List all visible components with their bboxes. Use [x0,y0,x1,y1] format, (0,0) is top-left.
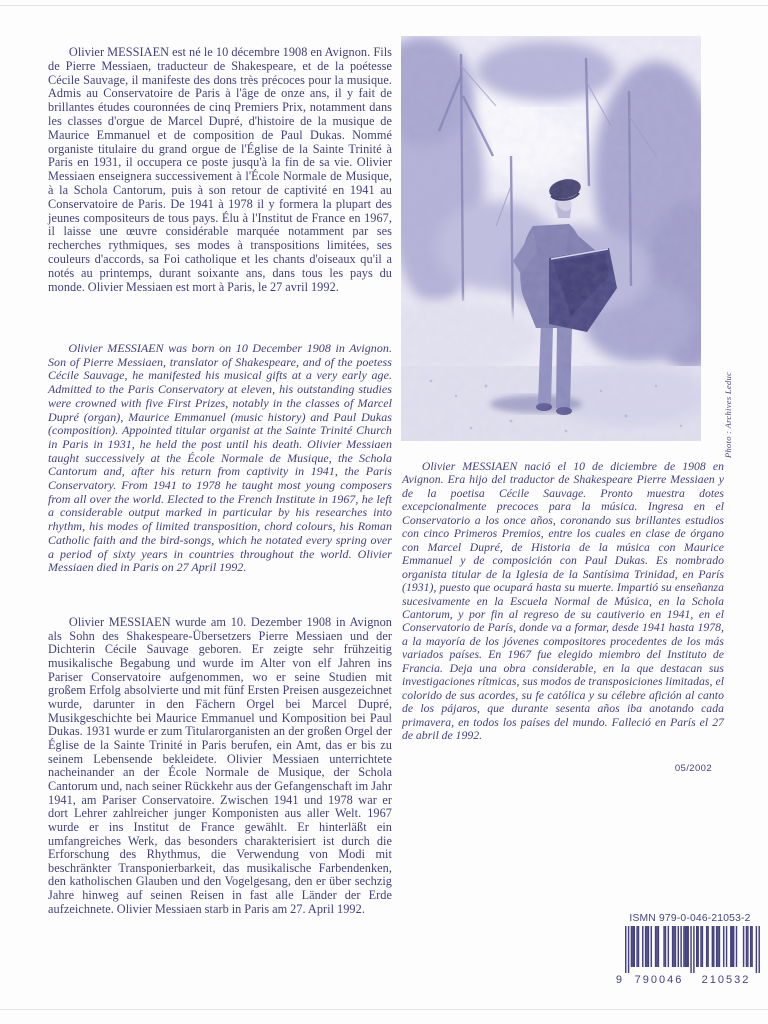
ean-barcode [615,925,765,985]
photo-illustration [401,36,701,441]
bio-paragraph-german: Olivier MESSIAEN wurde am 10. Dezember 1908 in Avignon als Sohn des Shakespeare-Übersetzers Pierre Messiaen und der Dichterin Cécile Sauvage geboren. Er zeigte sehr frühzeitig musikalische Begabung und wurde im Alter von elf Jahren ins Pariser Conservatoire aufgenommen, wo er seine Studien mit großem Erfolg absolvierte und mit fünf Ersten Preisen ausgezeichnet wurde, darunter in den Fächern Orgel bei Marcel Dupré, Musikgeschichte bei Maurice Emmanuel und Komposition bei Paul Dukas. 1931 wurde er zum Titularorganisten an der großen Orgel der Église de la Sainte Trinité in Paris berufen, ein Amt, das er bis zu seinem Lebensende bekleidete. Olivier Messiaen unterrichtete nacheinander an der École Normale de Musique, der Schola Cantorum und, nach seiner Rückkehr aus der Gefangenschaft im Jahr 1941, am Pariser Conservatoire. Zwischen 1941 und 1978 war er dort Lehrer zahlreicher junger Komponisten aus aller Welt. 1967 wurde er ins Institut de France gewählt. Er hinterläßt ein umfangreiches Werk, das besonders charakterisiert ist durch die Erforschung des Rhythmus, die Verwendung von Modi mit beschränkter Transponierbarkeit, das musikalische Farbendenken, den katholischen Glauben und den Vogelgesang, den er über sechzig Jahre hinweg auf seinen Reisen in fast alle Länder der Erde aufzeichnete. Olivier Messiaen starb in Paris am 27. April 1992. [48,615,392,916]
scan-edge-bottom [0,1009,768,1010]
photo-credit-caption: Photo : Archives Leduc [723,371,733,458]
bio-paragraph-french: Olivier MESSIAEN est né le 10 décembre 1908 en Avignon. Fils de Pierre Messiaen, traducteur de Shakespeare, et de la poétesse Cécile Sauvage, il manifeste des dons très précoces pour la musique. Admis au Conservatoire de Paris à l'âge de onze ans, il y fait de brillantes études couronnées de cinq Premiers Prix, notamment dans les classes d'orgue de Marcel Dupré, d'histoire de la musique de Maurice Emmanuel et de composition de Paul Dukas. Nommé organiste titulaire du grand orgue de l'Église de la Sainte Trinité à Paris en 1931, il occupera ce poste jusqu'à la fin de sa vie. Olivier Messiaen enseignera successivement à l'École Normale de Musique, à la Schola Cantorum, puis à son retour de captivité en 1941 au Conservatoire de Paris. De 1941 à 1978 il y formera la plupart des jeunes compositeurs de tous pays. Élu à l'Institut de France en 1967, il laisse une œuvre considérable marquée notamment par ses recherches rythmiques, ses modes à transpositions limitées, ses couleurs d'accords, sa Foi catholique et les chants d'oiseaux qu'il a notés au printemps, durant soixante ans, dans tous les pays du monde. Olivier Messiaen est mort à Paris, le 27 avril 1992. [48,45,392,294]
barcode-digit-lead: 9 [615,974,622,985]
barcode-digits-right: 210532 [701,974,751,985]
plate-date: 05/2002 [674,763,712,774]
barcode-digits-left: 790046 [634,974,684,985]
scan-edge-top [0,5,768,6]
messiaen-portrait-photo [401,36,701,441]
bio-paragraph-spanish: Olivier MESSIAEN nació el 10 de diciembre de 1908 en Avignon. Era hijo del traductor de Shakespeare Pierre Messiaen y de la poetisa Cécile Sauvage. Pronto muestra dotes excepcionalmente precoces para la música. Ingresa en el Conservatorio a los once años, coronando sus brillantes estudios con cinco Primeros Premios, entre los cuales en clase de órgano con Marcel Dupré, de Historia de la música con Maurice Emmanuel y de composición con Paul Dukas. Es nombrado organista titular de la Iglesia de la Santísima Trinidad, en París (1931), puesto que ocupará hasta su muerte. Impartió su enseñanza sucesivamente en la Escuela Normal de Música, en la Schola Cantorum, y por fin al regreso de su cautiverio en 1941, en el Conservatorio de París, donde va a formar, desde 1941 hasta 1978, a la mayoría de los jóvenes compositores procedentes de los más variados países. En 1967 fue elegido miembro del Instituto de Francia. Deja una obra considerable, en la que destacan sus investigaciones rítmicas, sus modos de transposiciones limitadas, el colorido de sus acordes, su fe católica y su célebre afición al canto de los pájaros, que durante sesenta años iba anotando cada primavera, en todos los países del mundo. Falleció en París el 27 de abril de 1992. [402,460,724,743]
bio-paragraph-english: Olivier MESSIAEN was born on 10 December 1908 in Avignon. Son of Pierre Messiaen, translator of Shakespeare, and of the poetess Cécile Sauvage, he manifested his musical gifts at a very early age. Admitted to the Paris Conservatory at eleven, his outstanding studies were crowned with five First Prizes, notably in the classes of Marcel Dupré (organ), Maurice Emmanuel (music history) and Paul Dukas (composition). Appointed titular organist at the Sainte Trinité Church in Paris in 1931, he held the post until his death. Olivier Messiaen taught successively at the École Normale de Musique, the Schola Cantorum and, after his return from captivity in 1941, the Paris Conservatory. From 1941 to 1978 he taught most young composers from all over the world. Elected to the French Institute in 1967, he left a considerable output marked in particular by his researches into rhythm, his modes of limited transposition, chord colours, his Roman Catholic faith and the bird-songs, which he notated every spring over a period of sixty years in countries throughout the world. Olivier Messiaen died in Paris on 27 April 1992. [48,341,392,575]
barcode-block [614,913,766,985]
ismn-label: ISMN 979-0-046-21053-2 [629,913,751,924]
